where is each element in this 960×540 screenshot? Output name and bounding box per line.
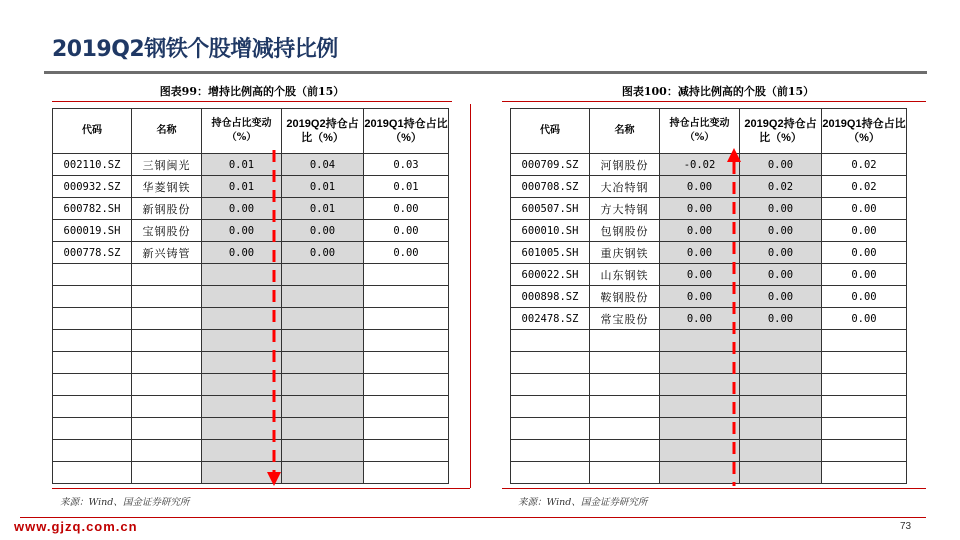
right-table-row [511, 154, 907, 176]
right-q2-cell: 0.00 [740, 198, 822, 220]
right-code-cell [511, 440, 590, 462]
left-code-cell [53, 264, 132, 286]
right-table-row [511, 440, 907, 462]
left-name-cell [132, 440, 202, 462]
left-table-row [53, 242, 449, 264]
left-q1-cell [364, 352, 449, 374]
right-table-row [511, 374, 907, 396]
right-change-cell: 0.00 [660, 220, 740, 242]
down-arrow-icon [266, 150, 282, 488]
right-code-cell: 000708.SZ [511, 176, 590, 198]
left-frame-right-edge [470, 104, 471, 488]
right-code-cell [511, 396, 590, 418]
right-header-code: 代码 [511, 109, 590, 154]
right-name-cell [590, 462, 660, 484]
right-code-cell: 000709.SZ [511, 154, 590, 176]
right-frame-bottom-edge [502, 488, 926, 489]
right-name-cell: 方大特钢 [590, 198, 660, 220]
right-table-row [511, 308, 907, 330]
left-name-cell: 宝钢股份 [132, 220, 202, 242]
left-name-cell [132, 352, 202, 374]
left-table [52, 108, 449, 484]
left-q2-cell: 0.01 [282, 198, 364, 220]
left-header-change: 持仓占比变动（%） [202, 109, 282, 154]
left-q2-cell [282, 308, 364, 330]
left-table-row [53, 330, 449, 352]
right-name-cell: 山东钢铁 [590, 264, 660, 286]
left-code-cell [53, 286, 132, 308]
right-q2-cell [740, 462, 822, 484]
right-q1-cell [822, 462, 907, 484]
left-name-cell: 新兴铸管 [132, 242, 202, 264]
right-name-cell [590, 374, 660, 396]
right-table [510, 108, 907, 484]
right-name-cell: 常宝股份 [590, 308, 660, 330]
left-name-cell [132, 286, 202, 308]
right-change-cell: 0.00 [660, 176, 740, 198]
left-q1-cell: 0.00 [364, 220, 449, 242]
left-name-cell: 华菱钢铁 [132, 176, 202, 198]
left-name-cell: 三钢闽光 [132, 154, 202, 176]
left-table-row [53, 154, 449, 176]
right-name-cell [590, 330, 660, 352]
right-table-row [511, 330, 907, 352]
left-q1-cell [364, 308, 449, 330]
left-q1-cell [364, 330, 449, 352]
right-q2-cell: 0.00 [740, 154, 822, 176]
right-q1-cell: 0.00 [822, 220, 907, 242]
right-q1-cell: 0.00 [822, 308, 907, 330]
right-q1-cell [822, 418, 907, 440]
left-change-cell: 0.00 [202, 198, 282, 220]
right-name-cell: 河钢股份 [590, 154, 660, 176]
right-code-cell [511, 418, 590, 440]
footer-site-url[interactable]: www.gjzq.com.cn [14, 519, 138, 534]
left-name-cell [132, 330, 202, 352]
right-change-cell: -0.02 [660, 154, 740, 176]
left-name-cell [132, 308, 202, 330]
left-source-note: 来源：Wind、国金证券研究所 [60, 497, 190, 508]
right-code-cell [511, 374, 590, 396]
left-table-row [53, 440, 449, 462]
right-q1-cell: 0.00 [822, 198, 907, 220]
left-q1-cell [364, 462, 449, 484]
left-table-row [53, 352, 449, 374]
right-q1-cell [822, 330, 907, 352]
right-name-cell [590, 418, 660, 440]
right-name-cell: 大冶特钢 [590, 176, 660, 198]
right-name-cell [590, 440, 660, 462]
right-q2-cell [740, 418, 822, 440]
left-table-row [53, 396, 449, 418]
left-q2-cell [282, 286, 364, 308]
right-code-cell: 601005.SH [511, 242, 590, 264]
right-name-cell [590, 352, 660, 374]
left-q1-cell [364, 264, 449, 286]
right-q1-cell: 0.00 [822, 264, 907, 286]
left-change-cell: 0.00 [202, 242, 282, 264]
right-table-row [511, 176, 907, 198]
left-table-header-row [53, 109, 449, 154]
right-q2-cell: 0.02 [740, 176, 822, 198]
left-q1-cell [364, 440, 449, 462]
left-q1-cell [364, 374, 449, 396]
right-header-q2: 2019Q2持仓占比（%） [740, 109, 822, 154]
right-header-change: 持仓占比变动（%） [660, 109, 740, 154]
right-q2-cell: 0.00 [740, 308, 822, 330]
right-change-cell: 0.00 [660, 308, 740, 330]
right-change-cell: 0.00 [660, 286, 740, 308]
right-q2-cell: 0.00 [740, 220, 822, 242]
left-table-row [53, 198, 449, 220]
left-code-cell [53, 440, 132, 462]
right-table-row [511, 198, 907, 220]
right-code-cell [511, 462, 590, 484]
left-code-cell [53, 352, 132, 374]
right-name-cell [590, 396, 660, 418]
left-q1-cell: 0.03 [364, 154, 449, 176]
right-table-row [511, 462, 907, 484]
left-caption-divider [52, 101, 452, 102]
right-table-caption: 图表100：减持比例高的个股（前15） [621, 85, 815, 98]
left-q1-cell [364, 396, 449, 418]
left-q2-cell [282, 352, 364, 374]
left-q2-cell [282, 374, 364, 396]
right-name-cell: 鞍钢股份 [590, 286, 660, 308]
left-name-cell [132, 396, 202, 418]
left-q1-cell: 0.00 [364, 242, 449, 264]
right-code-cell: 000898.SZ [511, 286, 590, 308]
page-title: 2019Q2钢铁个股增减持比例 [52, 37, 338, 62]
left-q2-cell: 0.00 [282, 242, 364, 264]
left-q1-cell: 0.00 [364, 198, 449, 220]
left-code-cell [53, 396, 132, 418]
right-table-row [511, 418, 907, 440]
left-name-cell [132, 374, 202, 396]
right-q2-cell [740, 374, 822, 396]
left-header-q2: 2019Q2持仓占比（%） [282, 109, 364, 154]
left-table-row [53, 286, 449, 308]
left-name-cell: 新钢股份 [132, 198, 202, 220]
right-q2-cell [740, 440, 822, 462]
left-q2-cell: 0.04 [282, 154, 364, 176]
left-name-cell [132, 264, 202, 286]
left-header-q1: 2019Q1持仓占比（%） [364, 109, 449, 154]
right-q2-cell: 0.00 [740, 264, 822, 286]
right-q1-cell [822, 440, 907, 462]
right-q1-cell: 0.00 [822, 242, 907, 264]
right-code-cell: 002478.SZ [511, 308, 590, 330]
right-table-row [511, 286, 907, 308]
title-divider [44, 71, 927, 74]
left-header-code: 代码 [53, 109, 132, 154]
left-code-cell [53, 418, 132, 440]
right-name-cell: 重庆钢铁 [590, 242, 660, 264]
left-q2-cell: 0.01 [282, 176, 364, 198]
left-code-cell [53, 462, 132, 484]
right-table-row [511, 396, 907, 418]
left-table-row [53, 418, 449, 440]
left-q2-cell [282, 440, 364, 462]
right-code-cell: 600010.SH [511, 220, 590, 242]
left-code-cell: 000778.SZ [53, 242, 132, 264]
left-table-row [53, 264, 449, 286]
right-q2-cell [740, 352, 822, 374]
right-code-cell [511, 330, 590, 352]
right-table-row [511, 220, 907, 242]
left-change-cell: 0.01 [202, 154, 282, 176]
left-code-cell [53, 330, 132, 352]
right-header-q1: 2019Q1持仓占比（%） [822, 109, 907, 154]
right-q1-cell [822, 396, 907, 418]
left-code-cell: 600782.SH [53, 198, 132, 220]
right-q1-cell [822, 352, 907, 374]
right-q1-cell: 0.02 [822, 176, 907, 198]
right-table-header-row [511, 109, 907, 154]
left-q1-cell [364, 418, 449, 440]
right-name-cell: 包钢股份 [590, 220, 660, 242]
right-code-cell: 600507.SH [511, 198, 590, 220]
right-q2-cell [740, 396, 822, 418]
right-q1-cell: 0.00 [822, 286, 907, 308]
right-code-cell: 600022.SH [511, 264, 590, 286]
left-table-row [53, 462, 449, 484]
right-caption-divider [502, 101, 926, 102]
right-q1-cell [822, 374, 907, 396]
left-table-row [53, 220, 449, 242]
right-q2-cell: 0.00 [740, 242, 822, 264]
right-change-cell: 0.00 [660, 198, 740, 220]
left-name-cell [132, 462, 202, 484]
right-change-cell: 0.00 [660, 242, 740, 264]
left-change-cell: 0.00 [202, 220, 282, 242]
right-table-row [511, 352, 907, 374]
left-code-cell: 600019.SH [53, 220, 132, 242]
footer-divider [20, 517, 926, 518]
left-table-row [53, 176, 449, 198]
left-q2-cell [282, 396, 364, 418]
left-table-row [53, 308, 449, 330]
right-q2-cell: 0.00 [740, 286, 822, 308]
left-q2-cell [282, 264, 364, 286]
right-code-cell [511, 352, 590, 374]
right-table-row [511, 264, 907, 286]
right-q2-cell [740, 330, 822, 352]
right-table-row [511, 242, 907, 264]
left-q2-cell [282, 330, 364, 352]
left-code-cell: 000932.SZ [53, 176, 132, 198]
left-q1-cell: 0.01 [364, 176, 449, 198]
up-arrow-icon [726, 148, 742, 486]
left-name-cell [132, 418, 202, 440]
left-code-cell: 002110.SZ [53, 154, 132, 176]
left-q2-cell: 0.00 [282, 220, 364, 242]
left-table-row [53, 374, 449, 396]
right-source-note: 来源：Wind、国金证券研究所 [518, 497, 648, 508]
left-frame-bottom-edge [52, 488, 470, 489]
left-table-caption: 图表99：增持比例高的个股（前15） [159, 85, 345, 98]
left-code-cell [53, 374, 132, 396]
left-q1-cell [364, 286, 449, 308]
page-number: 73 [900, 521, 912, 532]
left-q2-cell [282, 418, 364, 440]
right-header-name: 名称 [590, 109, 660, 154]
left-code-cell [53, 308, 132, 330]
left-change-cell: 0.01 [202, 176, 282, 198]
right-change-cell: 0.00 [660, 264, 740, 286]
right-q1-cell: 0.02 [822, 154, 907, 176]
left-header-name: 名称 [132, 109, 202, 154]
left-q2-cell [282, 462, 364, 484]
